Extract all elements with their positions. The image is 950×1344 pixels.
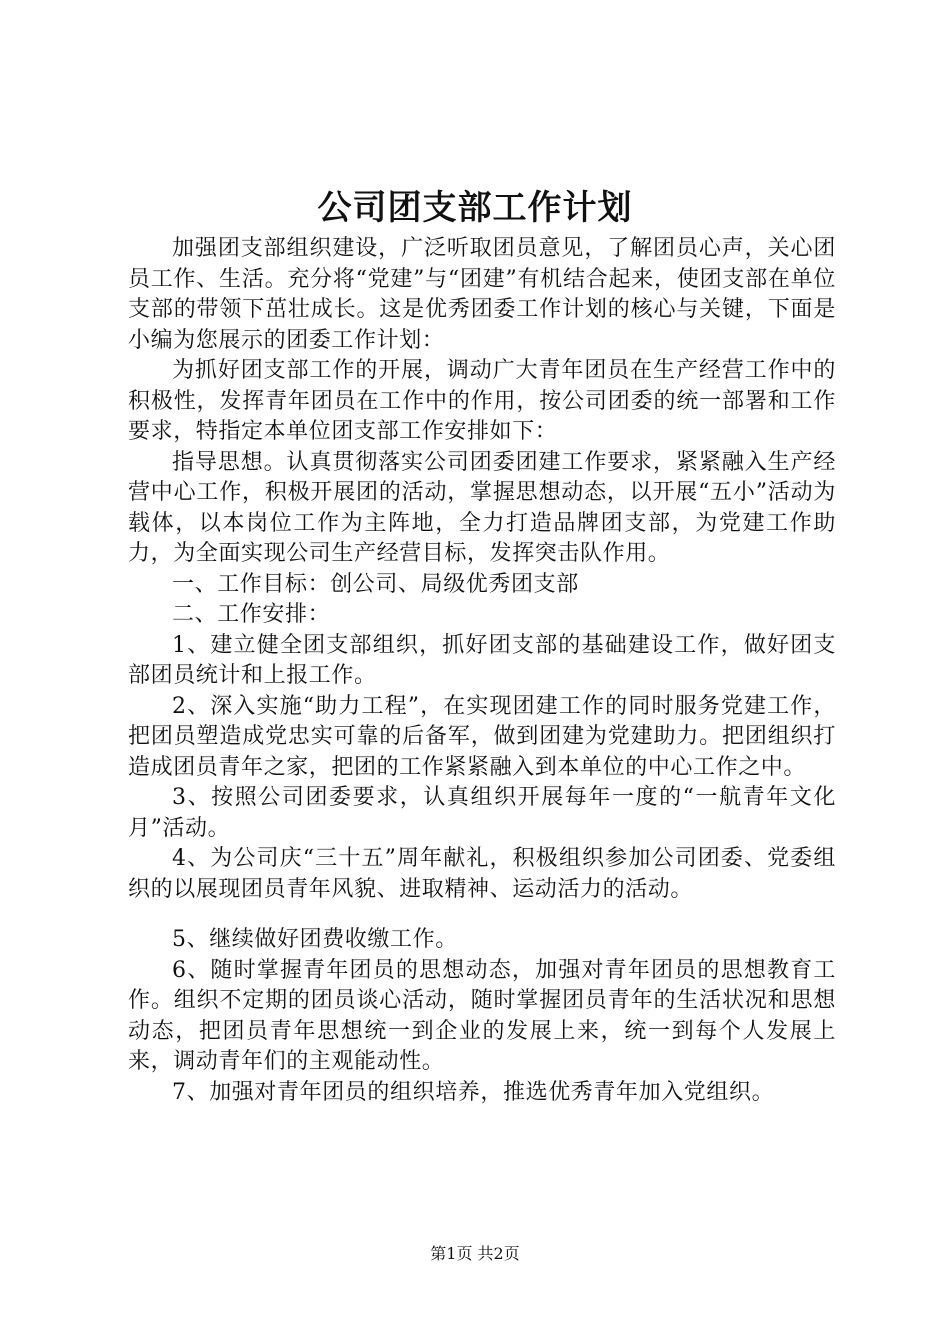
paragraph-work-arrangement-heading: 二、工作安排： xyxy=(172,602,331,627)
paragraph-purpose: 为抓好团支部工作的开展，调动广大青年团员在生产经营工作中的积极性，发挥青年团员在工作中的作用，按公司团委的统一部署和工作要求，特指定本单位团支部工作安排如下： xyxy=(128,358,836,444)
paragraph-intro: 加强团支部组织建设，广泛听取团员意见，了解团员心声，关心团员工作、生活。充分将“党建”与“团建”有机结合起来，使团支部在单位支部的带领下茁壮成长。这是优秀团委工作计划的核心与关键，下面是小编为您展示的团委工作计划： xyxy=(128,236,836,353)
paragraph-item-6: 6、随时掌握青年团员的思想动态，加强对青年团员的思想教育工作。组织不定期的团员谈心活动，随时掌握团员青年的生活状况和思想动态，把团员青年思想统一到企业的发展上来，统一到每个人发展上来，调动青年们的主观能动性。 xyxy=(128,957,836,1074)
page-number-footer: 第1页 共2页 xyxy=(430,1244,520,1263)
paragraph-work-goal: 一、工作目标：创公司、局级优秀团支部 xyxy=(172,571,579,597)
paragraph-item-3: 3、按照公司团委要求，认真组织开展每年一度的“一航青年文化月”活动。 xyxy=(128,785,836,841)
paragraph-item-1: 1、建立健全团支部组织，抓好团支部的基础建设工作，做好团支部团员统计和上报工作。 xyxy=(128,632,836,688)
paragraph-item-4: 4、为公司庆“三十五”周年献礼，积极组织参加公司团委、党委组织的以展现团员青年风貌、进取精神、运动活力的活动。 xyxy=(128,846,836,902)
paragraph-item-5: 5、继续做好团费收缴工作。 xyxy=(172,927,458,952)
document-body xyxy=(128,234,836,1108)
paragraph-guiding-thought: 指导思想。认真贯彻落实公司团委团建工作要求，紧紧融入生产经营中心工作，积极开展团的活动，掌握思想动态，以开展“五小”活动为载体，以本岗位工作为主阵地，全力打造品牌团支部，为党建工作助力，为全面实现公司生产经营目标，发挥突击队作用。 xyxy=(128,449,836,566)
paragraph-item-2: 2、深入实施“助力工程”，在实现团建工作的同时服务党建工作，把团员塑造成党忠实可靠的后备军，做到团建为党建助力。把团组织打造成团员青年之家，把团的工作紧紧融入到本单位的中心工作之中。 xyxy=(128,693,836,780)
paragraph-item-7: 7、加强对青年团员的组织培养，推选优秀青年加入党组织。 xyxy=(172,1079,775,1105)
document-title: 公司团支部工作计划 xyxy=(317,188,633,228)
